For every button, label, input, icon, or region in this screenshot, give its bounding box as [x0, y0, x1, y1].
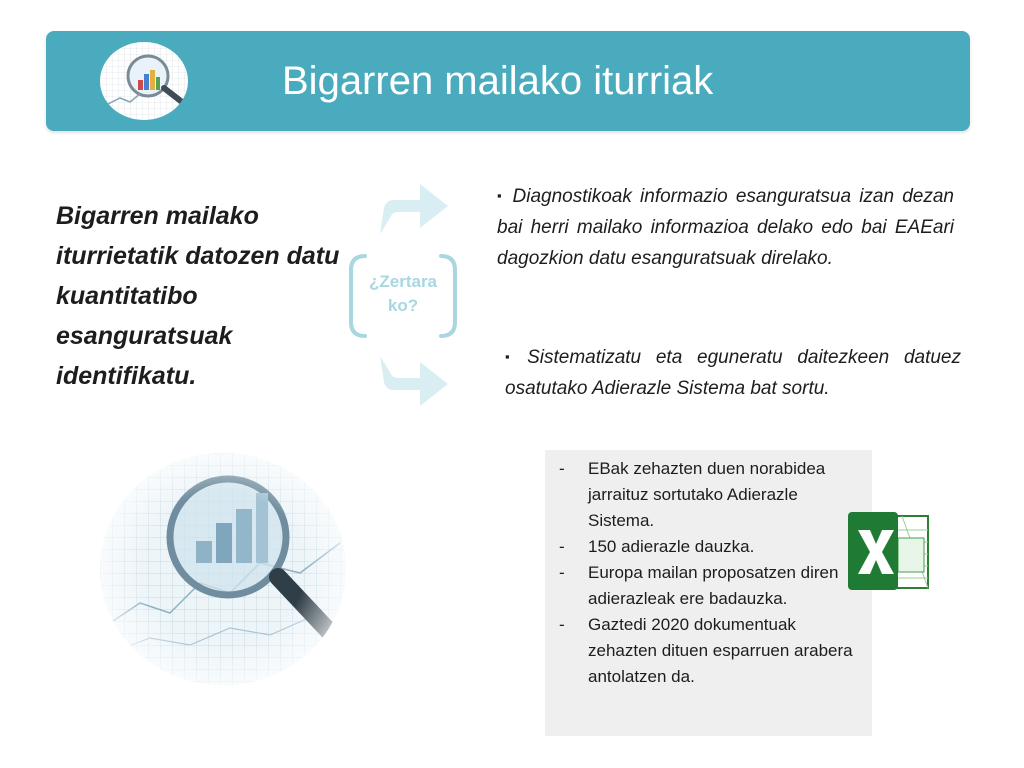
list-item-text: 150 adierazle dauzka. [588, 537, 755, 556]
diagram-question-line2: ko? [387, 296, 419, 315]
details-list [553, 456, 858, 690]
list-item: - 150 adierazle dauzka. [559, 537, 755, 556]
square-bullet-icon: ▪ [497, 188, 505, 203]
square-bullet-icon: ▪ [505, 349, 520, 364]
arrow-down-right-icon [376, 352, 452, 412]
bullet-item [505, 341, 961, 404]
diagram-question-line1: ¿Zertara [368, 272, 438, 291]
bullet-text: Sistematizatu eta eguneratu daitezkeen datuez osatutako Adierazle Sistema bat sortu. [505, 347, 961, 399]
excel-icon [846, 508, 932, 594]
list-item: - Gaztedi 2020 dokumentuak zehazten dituen esparruen arabera antolatzen da. [559, 615, 853, 686]
list-item-text: Gaztedi 2020 dokumentuak zehazten dituen esparruen arabera antolatzen da. [588, 615, 853, 686]
diagram-question [347, 270, 459, 318]
list-item: - Europa mailan proposatzen diren adierazleak ere badauzka. [559, 563, 839, 608]
bullet-item [497, 180, 954, 274]
list-item-text: Europa mailan proposatzen diren adierazleak ere badauzka. [588, 563, 839, 608]
arrow-up-right-icon [376, 178, 452, 238]
header-bar [46, 31, 970, 131]
page-title: Bigarren mailako iturriak [282, 59, 714, 103]
intro-text: Bigarren mailako iturrietatik datozen datu kuantitatibo esanguratsuak identifikatu. [56, 202, 340, 390]
magnifier-on-chart-photo [100, 453, 346, 685]
list-item: - EBak zehazten duen norabidea jarraituz sortutako Adierazle Sistema. [559, 459, 826, 530]
bullet-text: Diagnostikoak informazio esanguratsua izan dezan bai herri mailako informazioa delako edo bai EAEari dagozkion datu esanguratsuak direlako. [497, 186, 954, 269]
list-item-text: EBak zehazten duen norabidea jarraituz sortutako Adierazle Sistema. [588, 459, 826, 530]
magnifier-chart-icon [100, 42, 188, 120]
